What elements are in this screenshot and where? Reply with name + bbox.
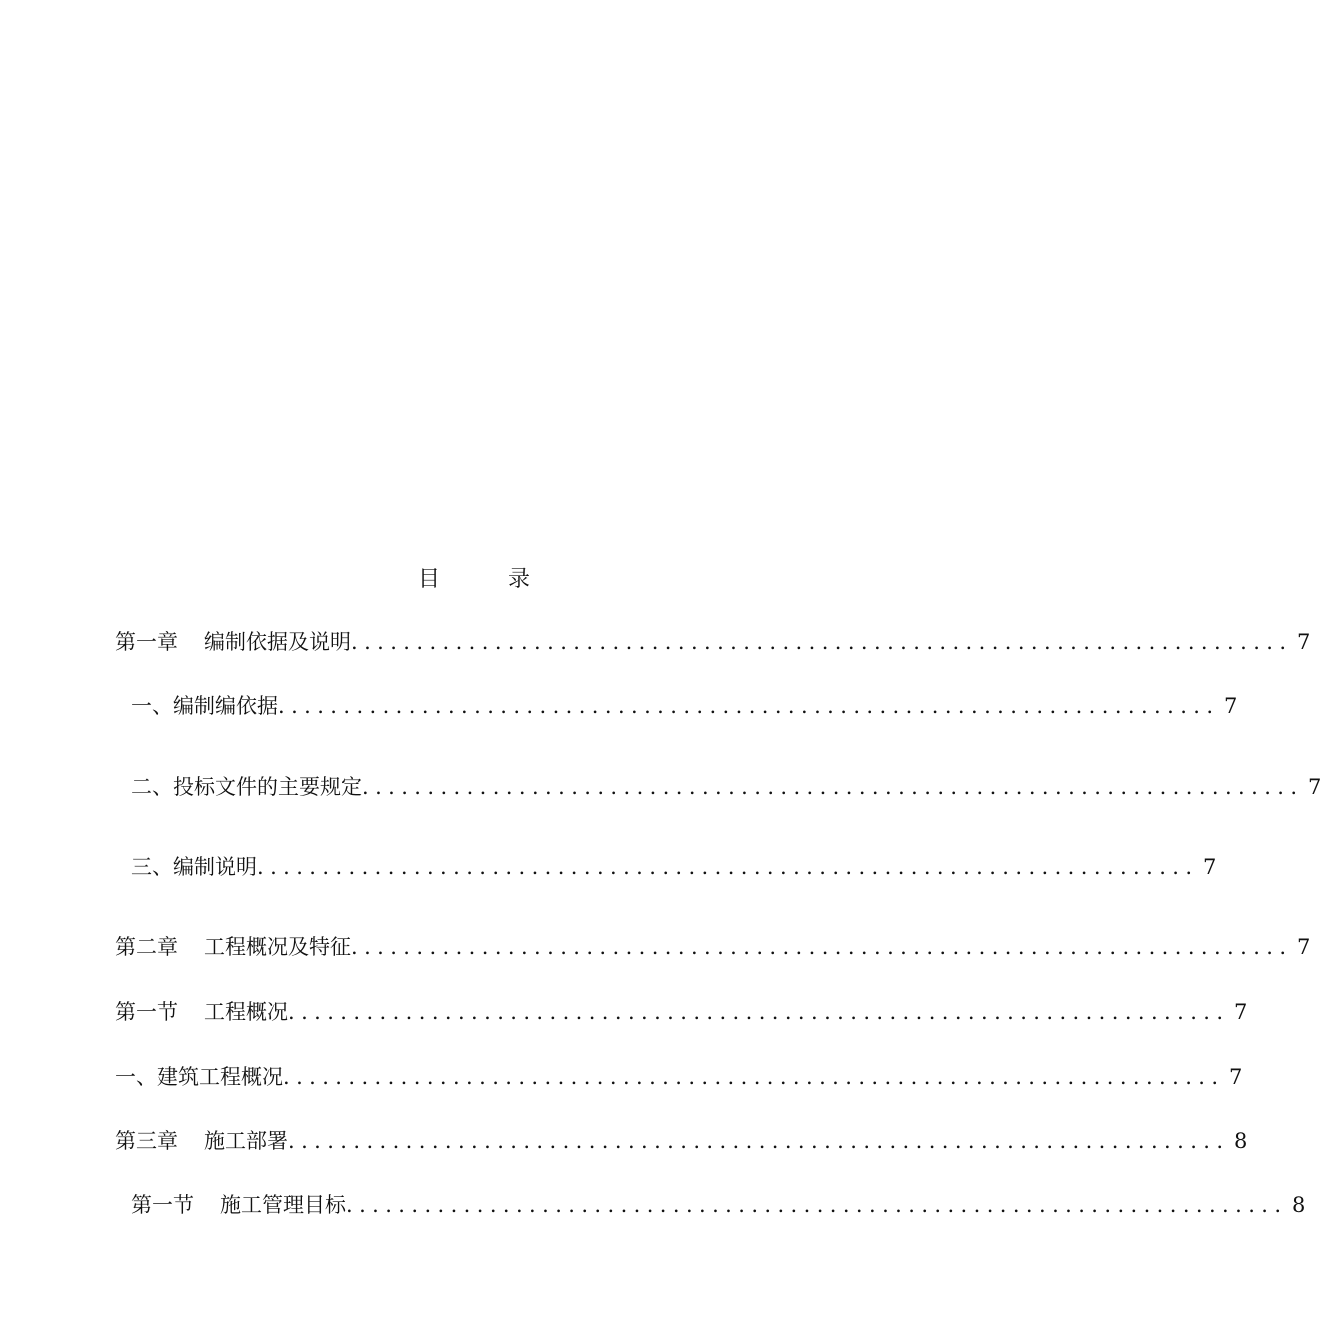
toc-leader-dots: ........................................................................ [346,1193,1288,1217]
toc-entry[interactable] [115,931,1311,961]
toc-leader-dots: ........................................................................ [288,1129,1230,1153]
toc-leader-dots: ........................................................................ [288,1000,1230,1024]
toc-entry-title: 工程概况及特征 [204,935,351,959]
toc-page-number: 7 [1308,775,1321,799]
toc-entry-label [115,1125,288,1155]
toc-leader-dots: ........................................................................ [257,855,1199,879]
toc-page-number: 7 [1297,630,1311,654]
toc-entry-number: 第三章 [115,1129,178,1153]
toc-entry[interactable] [115,996,1248,1026]
toc-title [0,562,950,593]
toc-title-left: 目 [417,567,442,592]
toc-entry-title: 一、编制编依据 [131,694,278,718]
toc-entry-label [115,931,351,961]
toc-page-number: 7 [1203,855,1217,879]
toc-leader-dots: ........................................................................ [283,1065,1225,1089]
toc-entry[interactable] [115,1125,1248,1155]
toc-entry[interactable] [131,1189,1306,1219]
toc-entry-label [115,996,288,1026]
toc-title-right: 录 [508,567,533,592]
toc-page-number: 8 [1234,1129,1248,1153]
toc-leader-dots: ........................................................................ [351,630,1293,654]
toc-entry-number: 第二章 [115,935,178,959]
toc-page-number: 7 [1234,1000,1248,1024]
toc-leader-dots: ........................................................................ [351,935,1293,959]
toc-entry-number: 第一节 [131,1193,194,1217]
toc-entry-label [131,851,257,881]
toc-page-number: 7 [1297,935,1311,959]
toc-entry-number: 第一节 [115,1000,178,1024]
toc-entry[interactable] [131,771,1321,801]
toc-entry-title: 施工部署 [204,1129,288,1153]
toc-entry[interactable] [115,626,1311,656]
toc-page-number: 8 [1292,1193,1306,1217]
toc-entry-number: 第一章 [115,630,178,654]
toc-entry-label [115,1061,283,1091]
toc-entry-label [131,690,278,720]
toc-entry-title: 一、建筑工程概况 [115,1065,283,1089]
toc-entry[interactable] [131,851,1217,881]
toc-entry-label [115,626,351,656]
toc-entry-title: 编制依据及说明 [204,630,351,654]
toc-leader-dots: ........................................................................ [362,775,1304,799]
toc-entry-label [131,771,362,801]
toc-entry-title: 三、编制说明 [131,855,257,879]
toc-entry-title: 二、投标文件的主要规定 [131,775,362,799]
toc-leader-dots: ........................................................................ [278,694,1220,718]
toc-entry[interactable] [115,1061,1243,1091]
toc-page-number: 7 [1229,1065,1243,1089]
toc-page-number: 7 [1224,694,1238,718]
toc-entry-title: 工程概况 [204,1000,288,1024]
toc-entry-title: 施工管理目标 [220,1193,346,1217]
toc-entry[interactable] [131,690,1238,720]
toc-entry-label [131,1189,346,1219]
